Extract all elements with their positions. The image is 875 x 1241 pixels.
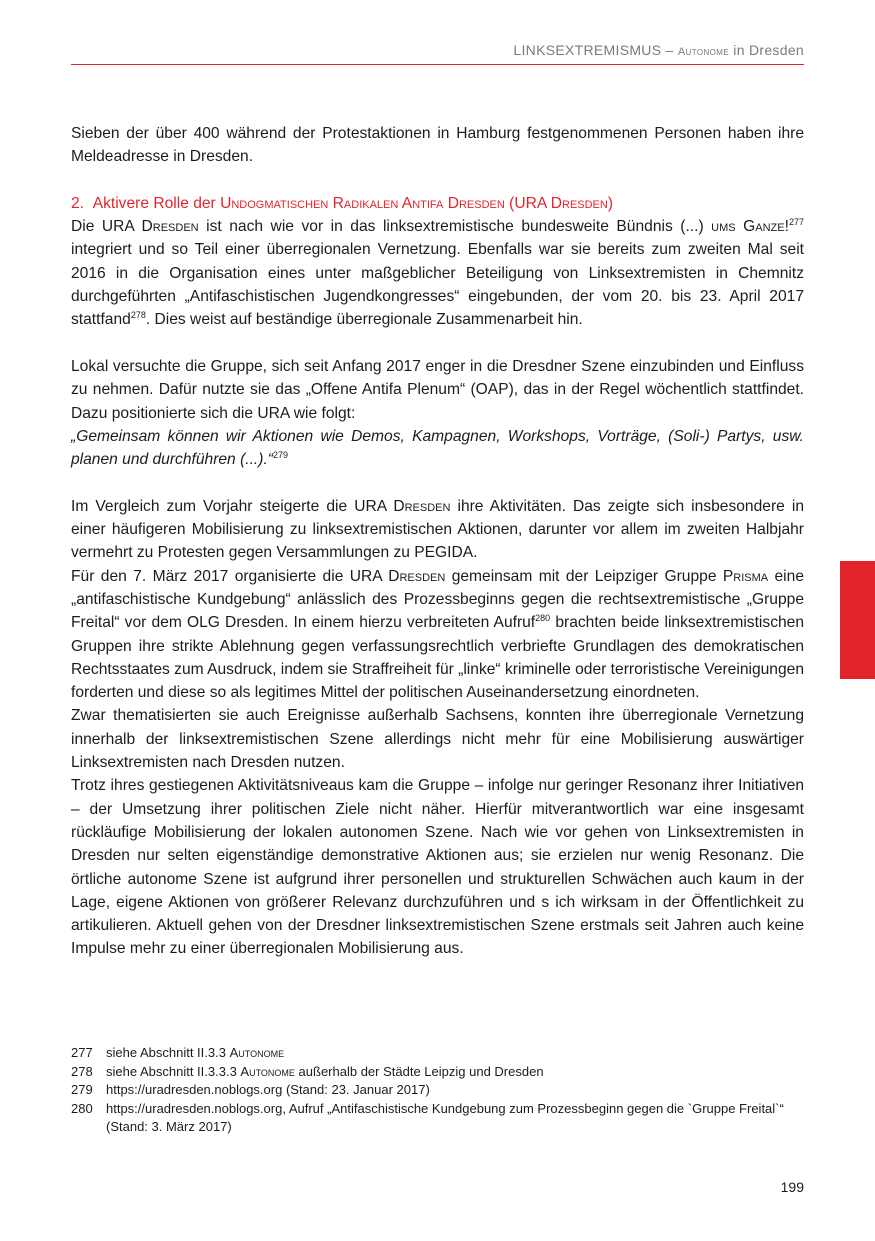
- header-rule: [71, 64, 804, 65]
- paragraph-network: Die URA Dresden ist nach wie vor in das linksextremistische bundesweite Bündnis (...) ums Ganze!$^{277}$ integriert und so Teil einer überregionalen Vernetzung. Ebenfalls war sie bereits zum zweiten Mal seit 2016 in die Organisation eines unter maßgeblicher Beteiligung von Linksextremisten in Chemnitz durchgeführten „Antifaschistischen Jugendkongresses“ eingebunden, der vom 20. bis 23. April 2017 stattfand$^{278}$. Dies weist auf beständige überregionale Zusammenarbeit hin.: [71, 217, 804, 329]
- section-heading: 2. Aktivere Rolle der Undogmatischen Radikalen Antifa Dresden (URA Dresden): [71, 194, 614, 212]
- footnote-ref-280: 280: [535, 613, 551, 624]
- running-head-place: in Dresden: [729, 42, 804, 58]
- footnote-ref-278: 278: [130, 310, 146, 321]
- paragraph-saxony: Zwar thematisierten sie auch Ereignisse außerhalb Sachsens, konnten ihre überregionale Vernetzung innerhalb der linksextremistischen Szene allerdings nicht mehr für eine Mobilisierung auswärtiger Linksextremisten nach Dresden nutzen.: [71, 707, 804, 772]
- running-head-section: Autonome: [677, 46, 730, 58]
- paragraph-activities: Im Vergleich zum Vorjahr steigerte die URA Dresden ihre Aktivitäten. Das zeigte sich insbesondere in einer häufigeren Mobilisierung zu linksextremistischen Aktionen, darunter vor allem im zweiten Halbjahr vermehrt zu Protesten gegen Versammlungen zu PEGIDA.: [71, 497, 804, 562]
- paragraph-kundgebung: Für den 7. März 2017 organisierte die URA Dresden gemeinsam mit der Leipziger Gruppe Prisma eine „antifaschistische Kundgebung“ anlässlich des Prozessbeginns gegen die rechtsextremistische „Gruppe Freital“ vor dem OLG Dresden. In einem hierzu verbreiteten Aufruf$^{280}$ brachten beide linksextremistischen Gruppen ihre strikte Ablehnung gegen verfassungsrechtlich verbriefte Grundlagen des demokratischen Rechtsstaates zum Ausdruck, indem sie Straffreiheit für „linke“ kriminelle oder terroristische Vereinigungen forderten und diese so als legitimes Mittel der politischen Auseinandersetzung einordneten.: [71, 567, 805, 702]
- section-number: 2.: [71, 194, 85, 212]
- footnotes: [71, 1044, 804, 1137]
- main-text: [71, 122, 804, 961]
- org-name: Undogmatischen Radikalen Antifa Dresden: [220, 194, 505, 212]
- page-number: 199: [780, 1179, 804, 1195]
- footnote-ref-279: 279: [272, 450, 289, 461]
- paragraph-local: Lokal versuchte die Gruppe, sich seit Anfang 2017 enger in die Dresdner Szene einzubinden und Einfluss zu nehmen. Dafür nutzte sie das „Offene Antifa Plenum“ (OAP), das in der Regel wöchentlich stattfindet. Dazu positionierte sich die URA wie folgt:: [71, 357, 804, 422]
- footnote: 277 siehe Abschnitt II.3.3 Autonome: [71, 1045, 285, 1060]
- running-head: [71, 42, 804, 58]
- paragraph-hamburg: Sieben der über 400 während der Protestaktionen in Hamburg festgenommenen Personen haben ihre Meldeadresse in Dresden.: [71, 125, 804, 166]
- footnote: 280 https://uradresden.noblogs.org, Aufruf „Antifaschistische Kundgebung zum Prozessbeginn gegen die `Gruppe Freital`“ (Stand: 3. März 2017): [71, 1100, 784, 1135]
- quote: „Gemeinsam können wir Aktionen wie Demos, Kampagnen, Workshops, Vorträge, (Soli-) Partys, usw. planen und durchführen (...).“$^{279}$: [71, 427, 804, 469]
- running-head-dash: –: [661, 42, 678, 58]
- footnote: 278 siehe Abschnitt II.3.3.3 Autonome außerhalb der Städte Leipzig und Dresden: [71, 1063, 544, 1079]
- paragraph-resonance: Trotz ihres gestiegenen Aktivitätsniveaus kam die Gruppe – infolge nur geringer Resonanz ihrer Initiativen – der Umsetzung ihrer politischen Ziele nicht näher. Hierfür mitverantwortlich war eine insgesamt rückläufige Mobilisierung der lokalen autonomen Szene. Nach wie vor gehen von Linksextremisten in Dresden nur selten eigenständige demonstrative Aktionen aus; sie erzielen nur wenig Resonanz. Die örtliche autonome Szene ist aufgrund ihrer personellen und strukturellen Schwächen auch kaum in der Lage, eigene Aktionen von größerer Relevanz durchzuführen und s ich wirksam in der Öffentlichkeit zu artikulieren. Aktuell gehen von der Dresdner linksextremistischen Szene erstmals seit Jahren auch keine Impulse mehr zu einer überregionalen Mobilisierung aus.: [71, 777, 804, 958]
- footnote: 279 https://uradresden.noblogs.org (Stand: 23. Januar 2017): [71, 1082, 430, 1098]
- chapter-side-tab: [840, 561, 875, 679]
- running-head-title: LINKSEXTREMISMUS: [513, 42, 662, 58]
- footnote-ref-277: 277: [788, 217, 804, 228]
